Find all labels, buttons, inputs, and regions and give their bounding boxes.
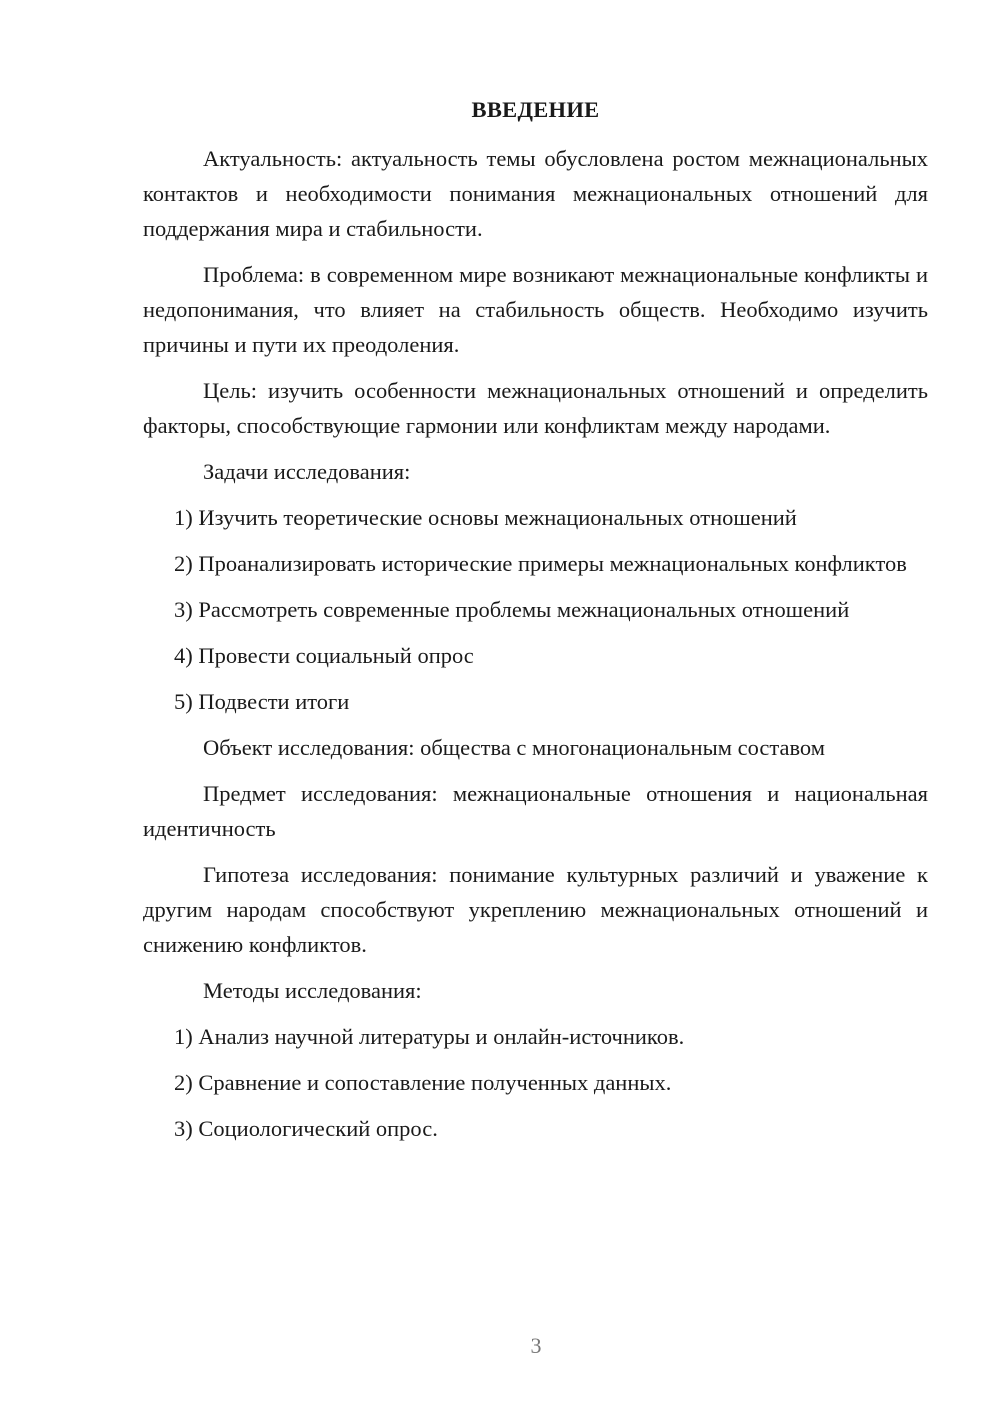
- subject-paragraph: Предмет исследования: межнациональные отношения и национальная идентичность: [143, 781, 928, 841]
- methods-heading: Методы исследования:: [203, 978, 422, 1003]
- goal-paragraph: Цель: изучить особенности межнациональных отношений и определить факторы, способствующие гармонии или конфликтам между народами.: [143, 378, 928, 438]
- task-item: 4) Провести социальный опрос: [174, 643, 474, 668]
- method-item: 1) Анализ научной литературы и онлайн-источников.: [174, 1024, 685, 1049]
- method-item: 3) Социологический опрос.: [174, 1116, 438, 1141]
- problem-paragraph: Проблема: в современном мире возникают межнациональные конфликты и недопонимания, что влияет на стабильность обществ. Необходимо изучить причины и пути их преодоления.: [143, 262, 928, 357]
- object-paragraph: Объект исследования: общества с многонациональным составом: [203, 735, 825, 760]
- task-item: 1) Изучить теоретические основы межнациональных отношений: [174, 505, 797, 530]
- page-number: 3: [530, 1333, 542, 1358]
- tasks-heading: Задачи исследования:: [203, 459, 411, 484]
- document-page: [143, 92, 928, 1157]
- methods-list: [143, 1019, 928, 1146]
- hypothesis-paragraph: Гипотеза исследования: понимание культурных различий и уважение к другим народам способствуют укреплению межнациональных отношений и снижению конфликтов.: [143, 862, 928, 957]
- relevance-paragraph: Актуальность: актуальность темы обусловлена ростом межнациональных контактов и необходимости понимания межнациональных отношений для поддержания мира и стабильности.: [143, 146, 928, 241]
- method-item: 2) Сравнение и сопоставление полученных данных.: [174, 1070, 672, 1095]
- section-title: ВВЕДЕНИЕ: [471, 97, 600, 122]
- task-item: 5) Подвести итоги: [174, 689, 350, 714]
- tasks-list: [143, 500, 928, 719]
- task-item: 3) Рассмотреть современные проблемы межнациональных отношений: [174, 597, 850, 622]
- task-item: 2) Проанализировать исторические примеры межнациональных конфликтов: [174, 551, 907, 576]
